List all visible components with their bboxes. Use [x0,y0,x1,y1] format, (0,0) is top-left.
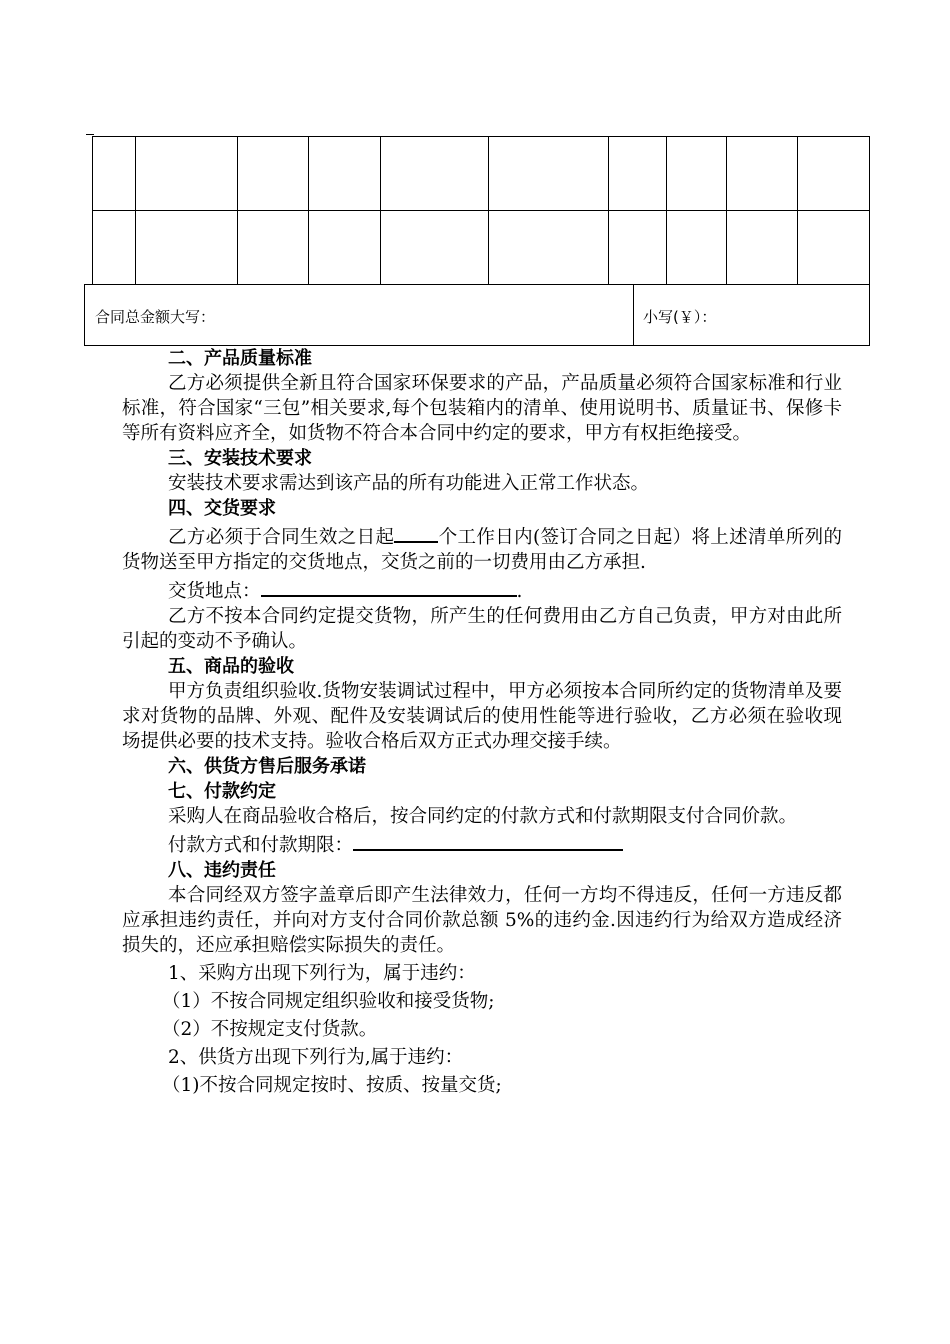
section-body-install: 安装技术要求需达到该产品的所有功能进入正常工作状态。 [168,473,650,494]
section-body-quality: 乙方必须提供全新且符合国家环保要求的产品，产品质量必须符合国家标准和行业标准，符合国家“三包”相关要求,每个包装箱内的清单、使用说明书、质量证书、保修卡等所有资料应齐全，如货物不符合本合同中约定的要求，甲方有权拒绝接受。 [122,373,842,444]
section-body-inspection: 甲方负责组织验收.货物安装调试过程中，甲方必须按本合同所约定的货物清单及要求对货物的品牌、外观、配件及安装调试后的使用性能等进行验收，乙方必须在验收现场提供必要的技术支持。验收合格后双方正式办理交接手续。 [122,681,842,752]
table-line [608,136,609,284]
table-line [92,210,870,211]
section-title-service: 六、供货方售后服务承诺 [168,756,366,777]
table-corner-mark [86,134,94,135]
table-line [666,136,667,284]
table-line [380,136,381,284]
table-line [726,136,727,284]
section-body-payment: 采购人在商品验收合格后，按合同约定的付款方式和付款期限支付合同价款。 [168,806,798,827]
section-title-inspection: 五、商品的验收 [168,656,294,677]
contract-total-row [84,284,870,346]
table-line [797,136,798,284]
table-line [135,136,136,284]
total-amount-upper-label: 合同总金额大写： [95,308,216,326]
table-line [308,136,309,284]
section-title-delivery: 四、交货要求 [168,498,276,519]
payment-method-label: 付款方式和付款期限： [168,835,354,856]
table-line [92,136,93,284]
breach-seller-title: 2、供货方出现下列行为,属于违约： [168,1047,464,1068]
table-line [488,136,489,284]
section-body-delivery-penalty: 乙方不按本合同约定提交货物，所产生的任何费用由乙方自己负责，甲方对由此所引起的变动不予确认。 [122,606,842,652]
payment-method-blank[interactable] [353,829,623,851]
delivery-text-after: 个工作日内(签订合同之日起）将上述清单所列的货物送至甲方指定的交货地点，交货之前的一切费用由乙方承担. [122,527,842,573]
payment-method-line [122,829,842,858]
goods-table [92,136,870,284]
table-line [237,136,238,284]
section-title-payment: 七、付款约定 [168,781,276,802]
delivery-days-blank[interactable] [394,521,438,543]
delivery-place-blank[interactable] [261,575,517,597]
section-title-breach: 八、违约责任 [168,860,276,881]
breach-buyer-item-2: （2）不按规定支付货款。 [162,1019,378,1040]
delivery-place-line [122,575,842,604]
section-body-breach: 本合同经双方签字盖章后即产生法律效力，任何一方均不得违反，任何一方违反都应承担违约责任，并向对方支付合同价款总额 5%的违约金.因违约行为给双方造成经济损失的，还应承担赔偿实际损失的责任。 [122,885,842,956]
table-line [92,136,870,137]
delivery-text-before: 乙方必须于合同生效之日起 [168,527,395,548]
table-line [869,136,870,284]
section-title-quality: 二、产品质量标准 [168,348,312,369]
section-title-install: 三、安装技术要求 [168,448,312,469]
table-line [633,285,634,345]
section-body-delivery [122,521,842,575]
contract-body [122,346,842,1098]
breach-buyer-title: 1、采购方出现下列行为，属于违约： [168,963,476,984]
delivery-place-end: . [516,581,523,602]
breach-buyer-item-1: （1）不按合同规定组织验收和接受货物; [162,991,495,1012]
delivery-place-label: 交货地点： [168,581,261,602]
breach-seller-item-1: （1)不按合同规定按时、按质、按量交货; [162,1075,502,1096]
total-amount-lower-label: 小写(￥）： [643,308,717,326]
